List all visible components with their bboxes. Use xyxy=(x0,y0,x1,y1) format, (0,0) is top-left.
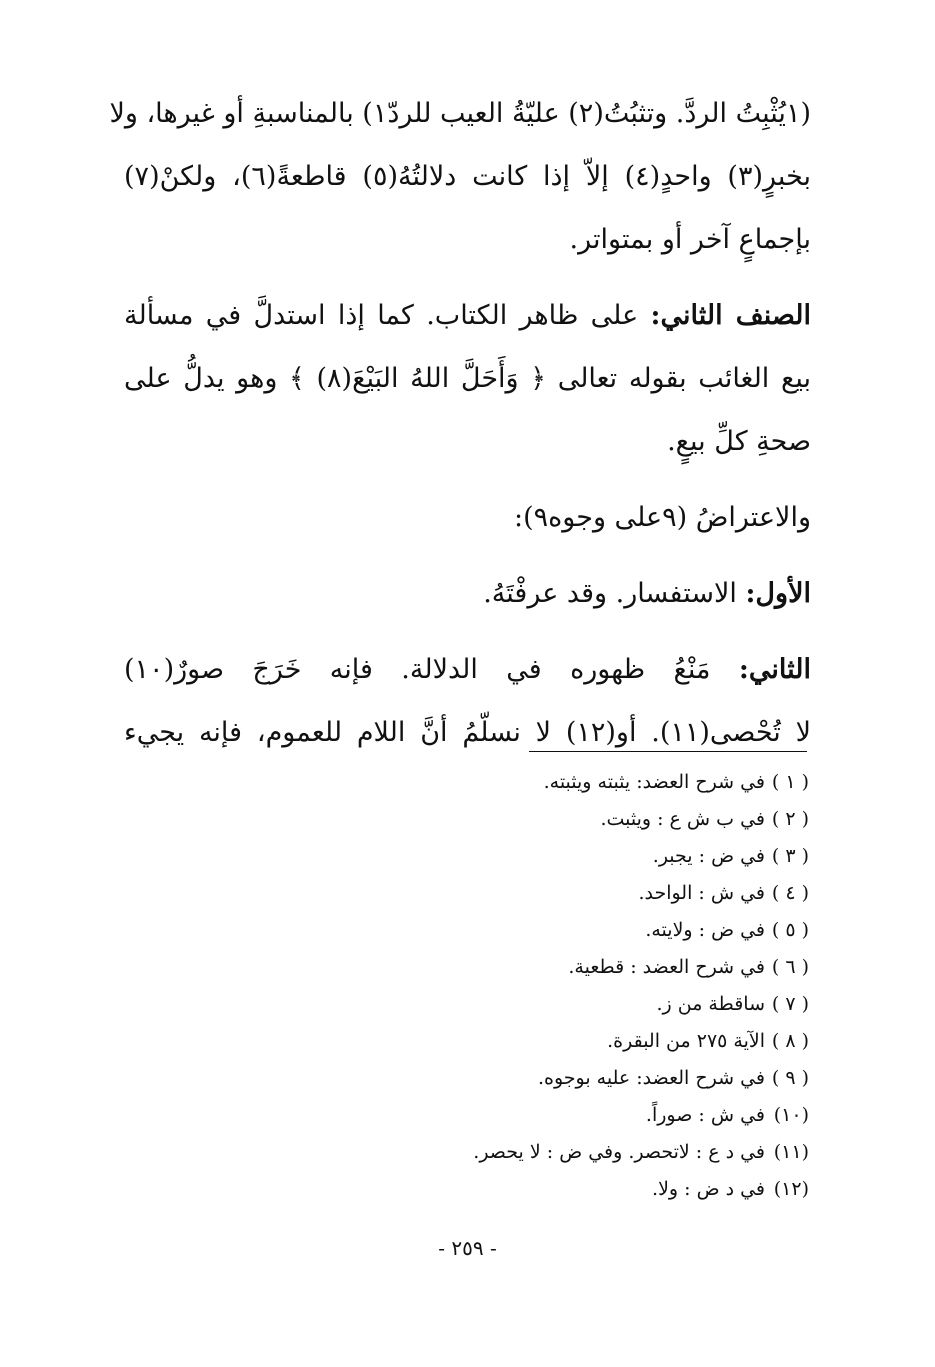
footnote-item xyxy=(124,801,809,838)
footnote-text: في شرح العضد: يثبته ويثبته. xyxy=(543,771,765,793)
footnote-number: ( ٢ ) xyxy=(771,808,809,830)
paragraph-5-line-1-text: مَنْعُ ظهوره في الدلالة. فإنه خَرَجَ صورٌ(١٠) xyxy=(124,654,711,685)
footnote-text: في ض : يجبر. xyxy=(652,845,765,867)
footnote-number: (١١) xyxy=(773,1141,809,1163)
paragraph-2-line-3: صحةِ كلِّ بيعٍ. xyxy=(667,426,811,457)
main-text xyxy=(109,82,812,764)
paragraph-5-line-2: لا تُحْصى(١١). أو(١٢) لا نسلّمُ أنَّ اللام للعموم، فإنه يجيء xyxy=(124,717,811,748)
paragraph-5-line-1 xyxy=(124,638,811,701)
footnote-divider xyxy=(529,751,807,752)
footnote-item xyxy=(124,1134,809,1171)
page-number: - ٢٥٩ - xyxy=(438,1236,497,1260)
footnote-item xyxy=(124,1060,809,1097)
footnote-text: في شرح العضد: عليه بوجوه. xyxy=(537,1067,765,1089)
footnote-item xyxy=(124,875,809,912)
paragraph-1 xyxy=(109,82,812,271)
paragraph-5-heading: الثاني: xyxy=(738,654,811,685)
footnote-text: في شرح العضد : قطعية. xyxy=(568,956,765,978)
footnote-item xyxy=(124,1097,809,1134)
paragraph-4-text: الاستفسار. وقد عرفْتَهُ. xyxy=(483,578,737,609)
footnote-number: ( ٦ ) xyxy=(771,956,809,978)
footnote-number: ( ٩ ) xyxy=(771,1067,809,1089)
footnote-number: ( ٧ ) xyxy=(771,993,809,1015)
paragraph-4-heading: الأول: xyxy=(745,578,811,609)
footnote-number: (١٠) xyxy=(773,1104,809,1126)
footnote-item xyxy=(124,986,809,1023)
footnote-text: في ش : صوراً. xyxy=(645,1104,765,1126)
paragraph-2-line-1-text: على ظاهر الكتاب. كما إذا استدلَّ في مسألة xyxy=(124,300,639,331)
paragraph-3-text: والاعتراضُ (٩على وجوه٩): xyxy=(514,502,811,533)
footnote-item xyxy=(124,838,809,875)
footnote-item xyxy=(124,764,809,801)
footnote-text: في د ع : لاتحصر. وفي ض : لا يحصر. xyxy=(473,1141,765,1163)
footnote-text: في ش : الواحد. xyxy=(638,882,765,904)
footnote-number: ( ٤ ) xyxy=(771,882,809,904)
footnote-number: ( ٣ ) xyxy=(771,845,809,867)
paragraph-2-line-2: بيع الغائب بقوله تعالى ﴿ وَأَحَلَّ اللهُ البَيْعَ(٨) ﴾ وهو يدلُّ على xyxy=(124,363,811,394)
paragraph-1-line-2: بخبرٍ(٣) واحدٍ(٤) إلاّ إذا كانت دلالتُهُ(٥) قاطعةً(٦)، ولكنْ(٧) xyxy=(124,161,812,192)
paragraph-1-line-1: (١يُثْبِتُ الردَّ. وتثبُتُ(٢) عليّةُ العيب للردّ١) بالمناسبةِ أو غيرها، ولا xyxy=(109,98,811,129)
footnote-number: (١٢) xyxy=(773,1178,809,1200)
footnote-number: ( ٥ ) xyxy=(771,919,809,941)
footnote-text: في د ض : ولا. xyxy=(652,1178,765,1200)
footnote-text: في ب ش ع : ويثبت. xyxy=(600,808,765,830)
paragraph-2-line-1 xyxy=(124,284,811,347)
footnote-text: في ض : ولايته. xyxy=(645,919,765,941)
footnote-item xyxy=(124,949,809,986)
paragraph-2 xyxy=(124,284,811,473)
footnote-text: الآية ٢٧٥ من البقرة. xyxy=(607,1030,765,1052)
footnote-item xyxy=(124,1171,809,1208)
paragraph-1-line-3: بإجماعٍ آخر أو بمتواتر. xyxy=(569,224,811,255)
footnote-item xyxy=(124,1023,809,1060)
paragraph-3 xyxy=(124,486,811,549)
footnote-item xyxy=(124,912,809,949)
paragraph-2-heading: الصنف الثاني: xyxy=(650,300,811,331)
paragraph-4 xyxy=(124,562,811,625)
paragraph-5 xyxy=(124,638,811,764)
footnote-number: ( ٨ ) xyxy=(771,1030,809,1052)
footnote-text: ساقطة من ز. xyxy=(656,993,765,1015)
footnotes-list xyxy=(124,764,809,1208)
footnote-number: ( ١ ) xyxy=(771,771,809,793)
